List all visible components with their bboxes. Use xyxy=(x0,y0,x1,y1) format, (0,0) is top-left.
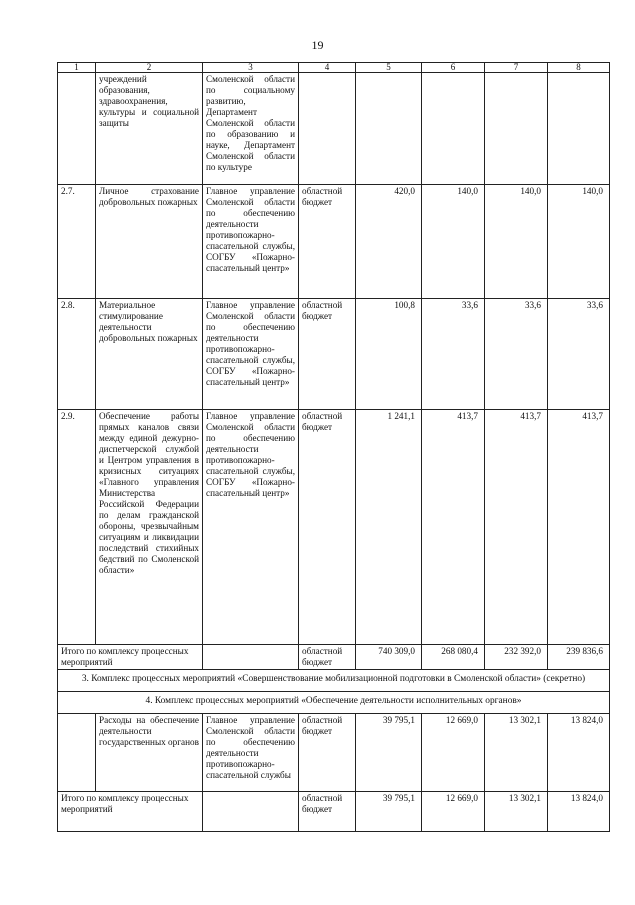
value-year2: 232 392,0 xyxy=(485,645,548,670)
value-year2: 140,0 xyxy=(485,185,548,299)
funding-source: областной бюджет xyxy=(299,299,356,410)
value-year2 xyxy=(485,73,548,185)
row-number xyxy=(58,73,96,185)
section-title-row xyxy=(58,670,610,692)
budget-table xyxy=(57,62,610,832)
total-label: Итого по комплексу процессных мероприятий xyxy=(58,645,203,670)
activity-name: Материальное стимулирование деятельности добровольных пожарных xyxy=(96,299,203,410)
table-row xyxy=(58,299,610,410)
section-title-row xyxy=(58,692,610,714)
value-year3 xyxy=(548,73,610,185)
table-row xyxy=(58,410,610,645)
activity-name: Обеспечение работы прямых каналов связи между единой дежурно-диспетчерской службой и Центром управления в кризисных ситуациях «Главного управления Министерства Российской Федерации по делам гражданской обороны, чрезвычайным ситуациям и ликвидации последствий стихийных бедствий по Смоленской области» xyxy=(96,410,203,645)
value-year1: 12 669,0 xyxy=(422,792,485,832)
funding-source: областной бюджет xyxy=(299,645,356,670)
value-total: 420,0 xyxy=(356,185,422,299)
value-year1: 140,0 xyxy=(422,185,485,299)
value-year3: 13 824,0 xyxy=(548,792,610,832)
value-total: 740 309,0 xyxy=(356,645,422,670)
table-row xyxy=(58,73,610,185)
value-total xyxy=(356,73,422,185)
executor xyxy=(203,792,299,832)
value-year2: 13 302,1 xyxy=(485,714,548,792)
column-number: 3 xyxy=(203,63,299,73)
total-row xyxy=(58,645,610,670)
funding-source: областной бюджет xyxy=(299,792,356,832)
executor: Главное управление Смоленской области по обеспечению деятельности противопожарно-спасательной службы xyxy=(203,714,299,792)
column-number: 2 xyxy=(96,63,203,73)
executor: Главное управление Смоленской области по обеспечению деятельности противопожарно-спасательной службы, СОГБУ «Пожарно-спасательный центр» xyxy=(203,410,299,645)
value-year1: 413,7 xyxy=(422,410,485,645)
row-number xyxy=(58,714,96,792)
column-number: 6 xyxy=(422,63,485,73)
executor: Смоленской области по социальному развитию, Департамент Смоленской области по образованию и науке, Департамент Смоленской области по культуре xyxy=(203,73,299,185)
funding-source xyxy=(299,73,356,185)
column-number: 5 xyxy=(356,63,422,73)
value-year1: 12 669,0 xyxy=(422,714,485,792)
activity-name: Личное страхование добровольных пожарных xyxy=(96,185,203,299)
value-year3: 239 836,6 xyxy=(548,645,610,670)
column-number: 7 xyxy=(485,63,548,73)
value-year3: 140,0 xyxy=(548,185,610,299)
funding-source: областной бюджет xyxy=(299,185,356,299)
funding-source: областной бюджет xyxy=(299,410,356,645)
value-total: 39 795,1 xyxy=(356,714,422,792)
value-year2: 33,6 xyxy=(485,299,548,410)
section-title: 3. Комплекс процессных мероприятий «Совершенствование мобилизационной подготовки в Смоленской области» (секретно) xyxy=(58,670,610,692)
activity-name: учреждений образования, здравоохранения, культуры и социальной защиты xyxy=(96,73,203,185)
value-year3: 413,7 xyxy=(548,410,610,645)
value-year1: 268 080,4 xyxy=(422,645,485,670)
value-year2: 413,7 xyxy=(485,410,548,645)
column-number: 1 xyxy=(58,63,96,73)
total-row xyxy=(58,792,610,832)
table-row xyxy=(58,185,610,299)
value-year3: 33,6 xyxy=(548,299,610,410)
value-total: 100,8 xyxy=(356,299,422,410)
row-number: 2.9. xyxy=(58,410,96,645)
value-year1 xyxy=(422,73,485,185)
section-title: 4. Комплекс процессных мероприятий «Обеспечение деятельности исполнительных органов» xyxy=(58,692,610,714)
activity-name: Расходы на обеспечение деятельности государственных органов xyxy=(96,714,203,792)
row-number: 2.8. xyxy=(58,299,96,410)
executor: Главное управление Смоленской области по обеспечению деятельности противопожарно-спасательной службы, СОГБУ «Пожарно-спасательный центр» xyxy=(203,185,299,299)
value-year3: 13 824,0 xyxy=(548,714,610,792)
table-row xyxy=(58,714,610,792)
column-number-row xyxy=(58,63,610,73)
value-total: 1 241,1 xyxy=(356,410,422,645)
executor xyxy=(203,645,299,670)
column-number: 4 xyxy=(299,63,356,73)
value-year1: 33,6 xyxy=(422,299,485,410)
value-year2: 13 302,1 xyxy=(485,792,548,832)
page-number: 19 xyxy=(311,38,324,52)
executor: Главное управление Смоленской области по обеспечению деятельности противопожарно-спасательной службы, СОГБУ «Пожарно-спасательный центр» xyxy=(203,299,299,410)
value-total: 39 795,1 xyxy=(356,792,422,832)
column-number: 8 xyxy=(548,63,610,73)
total-label: Итого по комплексу процессных мероприятий xyxy=(58,792,203,832)
funding-source: областной бюджет xyxy=(299,714,356,792)
row-number: 2.7. xyxy=(58,185,96,299)
